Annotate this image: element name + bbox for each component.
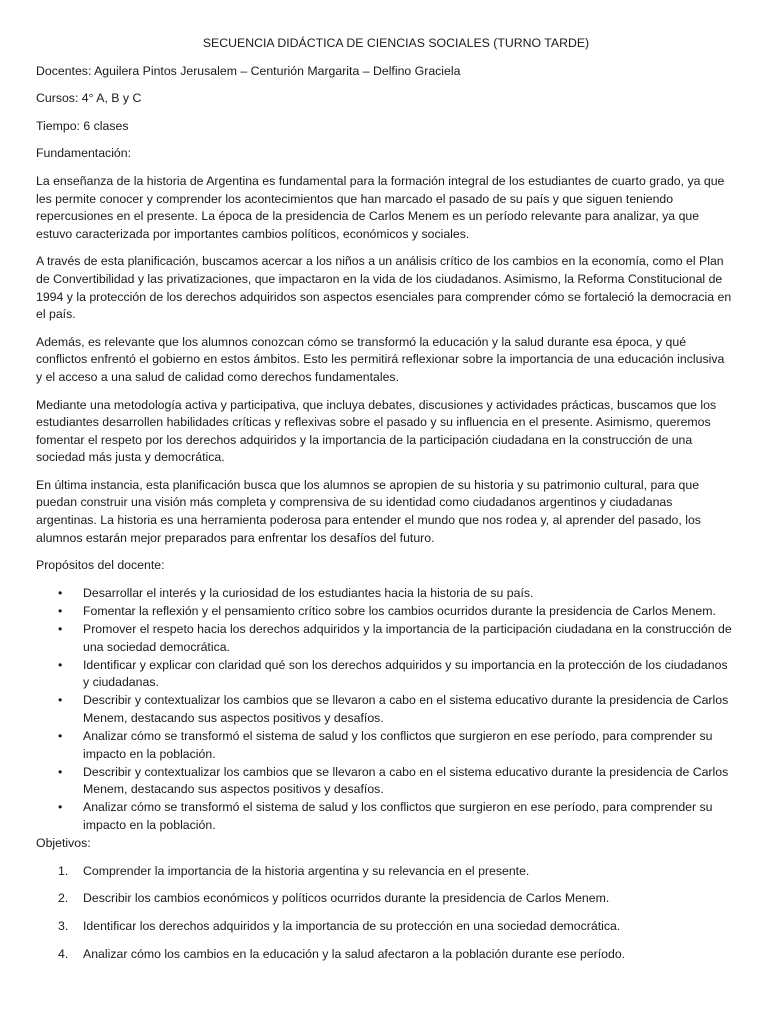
fundamentacion-paragraph: Además, es relevante que los alumnos conozcan cómo se transformó la educación y la salud durante esa época, y qué conflictos enfrentó el gobierno en estos ámbitos. Esto les permitirá reflexionar sobre la importancia de una educación inclusiva y el acceso a una salud de calidad como derechos fundamentales. [36,334,725,384]
proposito-item: • Fomentar la reflexión y el pensamiento crítico sobre los cambios ocurridos durante la presidencia de Carlos Menem. [36,603,732,621]
objetivo-item [36,863,732,881]
docentes-line: Docentes: Aguilera Pintos Jerusalem – Centurión Margarita – Delfino Graciela [36,63,461,78]
fundamentacion-paragraph: En última instancia, esta planificación busca que los alumnos se apropien de su historia y su patrimonio cultural, para que puedan construir una visión más completa y comprensiva de su identidad como ciudadanos argentinos y ciudadanas argentinas. La historia es una herramienta poderosa para entender el mundo que nos rodea y, al aprender del pasado, los alumnos estarán mejor preparados para enfrentar los desafíos del futuro. [36,477,701,545]
objetivo-item [36,890,732,908]
objetivo-item [36,918,732,936]
document-title: SECUENCIA DIDÁCTICA DE CIENCIAS SOCIALES (TURNO TARDE) [202,36,590,50]
propositos-list [36,585,732,835]
cursos-line: Cursos: 4° A, B y C [36,91,142,106]
proposito-item: • Describir y contextualizar los cambios que se llevaron a cabo en el sistema educativo durante la presidencia de Carlos Menem, destacando sus aspectos positivos y desafíos. [36,692,732,727]
fundamentacion-paragraph: La enseñanza de la historia de Argentina es fundamental para la formación integral de los estudiantes de cuarto grado, ya que les permite conocer y comprender los acontecimientos que han marcado el pasado de su país y que siguen teniendo repercusiones en el presente. La época de la presidencia de Carlos Menem es un período relevante para analizar, ya que estuvo caracterizada por importantes cambios políticos, económicos y sociales. [36,173,725,241]
objetivo-text: Describir los cambios económicos y políticos ocurridos durante la presidencia de Carlos Menem. [83,891,610,906]
objetivo-text: Identificar los derechos adquiridos y la importancia de su protección en una sociedad democrática. [83,918,621,933]
proposito-item: • Promover el respeto hacia los derechos adquiridos y la importancia de la participación ciudadana en la construcción de una sociedad democrática. [36,621,732,656]
fundamentacion-heading: Fundamentación: [36,146,132,161]
fundamentacion-paragraph: A través de esta planificación, buscamos acercar a los niños a un análisis crítico de los cambios en la economía, como el Plan de Convertibilidad y las privatizaciones, que impactaron en la vida de los ciudadanos. Asimismo, la Reforma Constitucional de 1994 y la protección de los derechos adquiridos son aspectos esenciales para comprender cómo se fortaleció la democracia en el país. [36,254,732,322]
proposito-item: • Identificar y explicar con claridad qué son los derechos adquiridos y su importancia en la protección de los ciudadanos y ciudadanas. [36,657,732,692]
propositos-heading: Propósitos del docente: [36,558,165,573]
fundamentacion-paragraph: Mediante una metodología activa y participativa, que incluya debates, discusiones y actividades prácticas, buscamos que los estudiantes desarrollen habilidades críticas y reflexivas sobre el pasado y su influencia en el presente. Asimismo, queremos fomentar el respeto por los derechos adquiridos y la importancia de la participación ciudadana en la construcción de una sociedad más justa y democrática. [36,397,717,465]
objetivo-number: 2. [58,891,69,906]
objetivos-heading: Objetivos: [36,836,91,851]
proposito-item: • Describir y contextualizar los cambios que se llevaron a cabo en el sistema educativo durante la presidencia de Carlos Menem, destacando sus aspectos positivos y desafíos. [36,764,732,799]
proposito-item: • Analizar cómo se transformó el sistema de salud y los conflictos que surgieron en ese período, para comprender su impacto en la población. [36,728,732,763]
objetivo-number: 1. [58,863,69,878]
objetivos-list [36,863,732,963]
objetivo-number: 3. [58,918,69,933]
objetivo-text: Comprender la importancia de la historia argentina y su relevancia en el presente. [83,863,530,878]
proposito-item: • Desarrollar el interés y la curiosidad de los estudiantes hacia la historia de su país. [36,585,732,603]
tiempo-line: Tiempo: 6 clases [36,118,129,133]
proposito-item: • Analizar cómo se transformó el sistema de salud y los conflictos que surgieron en ese período, para comprender su impacto en la población. [36,799,732,834]
objetivo-number: 4. [58,946,69,961]
objetivo-text: Analizar cómo los cambios en la educación y la salud afectaron a la población durante ese período. [83,946,626,961]
objetivo-item [36,946,732,964]
